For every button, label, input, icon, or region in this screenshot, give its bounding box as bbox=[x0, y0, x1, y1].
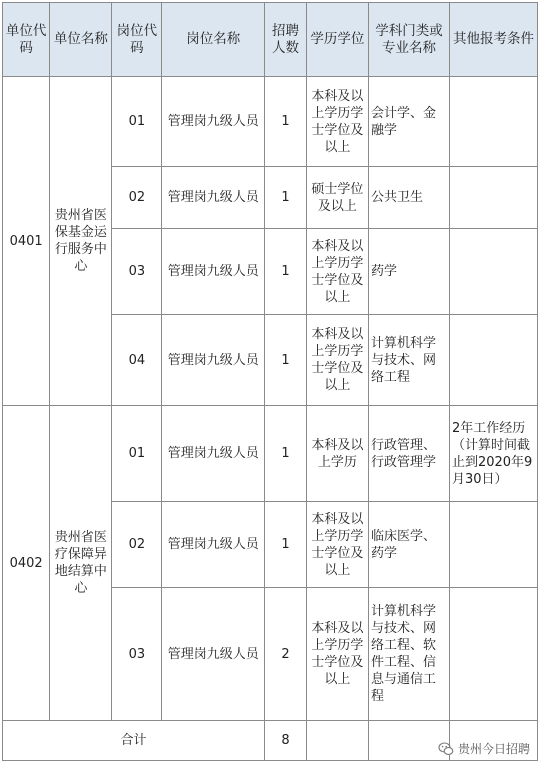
post-name-cell: 管理岗九级人员 bbox=[162, 315, 265, 406]
major-cell: 行政管理、行政管理学 bbox=[368, 406, 449, 502]
other-cell bbox=[449, 588, 537, 721]
table-row bbox=[3, 406, 538, 502]
table-header-row bbox=[3, 3, 538, 77]
total-count: 8 bbox=[265, 721, 307, 761]
watermark bbox=[438, 740, 530, 757]
header-unit-name: 单位名称 bbox=[50, 3, 112, 77]
unit-name-cell: 贵州省医保基金运行服务中心 bbox=[50, 77, 112, 406]
post-code-cell: 01 bbox=[112, 77, 162, 167]
empty-cell bbox=[306, 721, 368, 761]
major-cell: 会计学、金融学 bbox=[368, 77, 449, 167]
major-cell: 计算机科学与技术、网络工程、软件工程、信息与通信工程 bbox=[368, 588, 449, 721]
count-cell: 1 bbox=[265, 229, 307, 315]
count-cell: 1 bbox=[265, 77, 307, 167]
other-cell bbox=[449, 77, 537, 167]
count-cell: 1 bbox=[265, 315, 307, 406]
wechat-icon bbox=[438, 741, 454, 757]
other-cell: 2年工作经历（计算时间截止到2020年9月30日） bbox=[449, 406, 537, 502]
other-cell bbox=[449, 229, 537, 315]
post-name-cell: 管理岗九级人员 bbox=[162, 406, 265, 502]
post-name-cell: 管理岗九级人员 bbox=[162, 167, 265, 229]
unit-code-cell: 0402 bbox=[3, 406, 50, 721]
post-code-cell: 01 bbox=[112, 406, 162, 502]
watermark-text: 贵州今日招聘 bbox=[457, 742, 530, 756]
other-cell bbox=[449, 502, 537, 588]
unit-name-cell: 贵州省医疗保障异地结算中心 bbox=[50, 406, 112, 721]
post-code-cell: 02 bbox=[112, 167, 162, 229]
post-code-cell: 04 bbox=[112, 315, 162, 406]
count-cell: 1 bbox=[265, 406, 307, 502]
education-cell: 本科及以上学历学士学位及以上 bbox=[306, 588, 368, 721]
header-education: 学历学位 bbox=[306, 3, 368, 77]
recruitment-table bbox=[2, 2, 538, 761]
other-cell bbox=[449, 315, 537, 406]
post-name-cell: 管理岗九级人员 bbox=[162, 77, 265, 167]
header-hire-count: 招聘人数 bbox=[265, 3, 307, 77]
header-post-name: 岗位名称 bbox=[162, 3, 265, 77]
header-post-code: 岗位代码 bbox=[112, 3, 162, 77]
education-cell: 本科及以上学历学士学位及以上 bbox=[306, 77, 368, 167]
header-other: 其他报考条件 bbox=[449, 3, 537, 77]
count-cell: 2 bbox=[265, 588, 307, 721]
unit-code-cell: 0401 bbox=[3, 77, 50, 406]
post-code-cell: 03 bbox=[112, 229, 162, 315]
header-unit-code: 单位代码 bbox=[3, 3, 50, 77]
education-cell: 硕士学位及以上 bbox=[306, 167, 368, 229]
table-row bbox=[3, 77, 538, 167]
header-major: 学科门类或专业名称 bbox=[368, 3, 449, 77]
post-code-cell: 02 bbox=[112, 502, 162, 588]
major-cell: 临床医学、药学 bbox=[368, 502, 449, 588]
post-name-cell: 管理岗九级人员 bbox=[162, 588, 265, 721]
post-name-cell: 管理岗九级人员 bbox=[162, 502, 265, 588]
post-code-cell: 03 bbox=[112, 588, 162, 721]
total-label: 合计 bbox=[3, 721, 265, 761]
education-cell: 本科及以上学历学士学位及以上 bbox=[306, 229, 368, 315]
major-cell: 公共卫生 bbox=[368, 167, 449, 229]
count-cell: 1 bbox=[265, 167, 307, 229]
major-cell: 药学 bbox=[368, 229, 449, 315]
education-cell: 本科及以上学历 bbox=[306, 406, 368, 502]
education-cell: 本科及以上学历学士学位及以上 bbox=[306, 315, 368, 406]
education-cell: 本科及以上学历学士学位及以上 bbox=[306, 502, 368, 588]
other-cell bbox=[449, 167, 537, 229]
major-cell: 计算机科学与技术、网络工程 bbox=[368, 315, 449, 406]
count-cell: 1 bbox=[265, 502, 307, 588]
post-name-cell: 管理岗九级人员 bbox=[162, 229, 265, 315]
